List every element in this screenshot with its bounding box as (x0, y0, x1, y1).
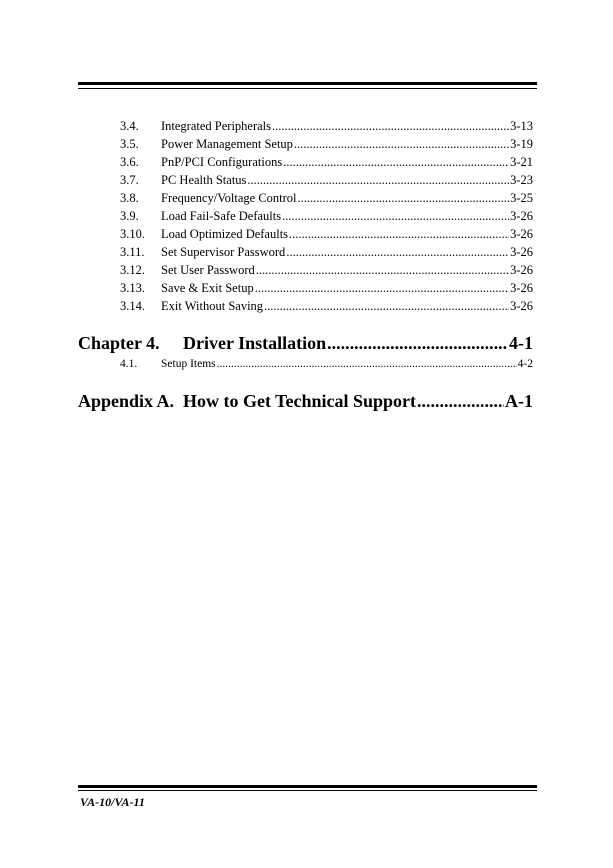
toc-entry-title: Set User Password (161, 263, 255, 277)
toc-entry-4-1[interactable] (120, 358, 533, 375)
toc-entry-title: Exit Without Saving (161, 299, 264, 313)
toc-entry-number: 3.8. (120, 191, 139, 205)
toc-entry-number: 3.11. (120, 245, 145, 259)
toc-leader-dots (298, 191, 510, 206)
toc-entry-3-13[interactable] (120, 281, 533, 298)
toc-entry-page: 4-2 (517, 358, 533, 370)
toc-leader-dots (289, 227, 509, 242)
toc-entry-page: 3-25 (510, 191, 533, 205)
toc-chapter-4[interactable] (78, 333, 533, 357)
toc-entry-3-8[interactable] (120, 191, 533, 208)
toc-entry-3-11[interactable] (120, 245, 533, 262)
toc-entry-number: 3.14. (120, 299, 145, 313)
toc-appendix-page: A-1 (505, 391, 533, 411)
toc-entry-number: 3.12. (120, 263, 145, 277)
toc-entry-title: Power Management Setup (161, 137, 293, 151)
toc-entry-page: 3-26 (510, 263, 533, 277)
toc-entry-number: 3.6. (120, 155, 139, 169)
toc-leader-dots (217, 358, 517, 370)
toc-chapter-page: 4-1 (509, 333, 533, 353)
toc-leader-dots (282, 209, 509, 224)
header-rule-thin (78, 88, 537, 89)
toc-entry-page: 3-26 (510, 227, 533, 241)
toc-leader-dots (247, 173, 509, 188)
toc-leader-dots (283, 155, 509, 170)
toc-entry-page: 3-13 (510, 119, 533, 133)
toc-entry-page: 3-23 (510, 173, 533, 187)
toc-entry-page: 3-21 (510, 155, 533, 169)
toc-leader-dots (294, 137, 509, 152)
toc-entry-3-6[interactable] (120, 155, 533, 172)
toc-leader-dots (286, 245, 509, 260)
toc-entry-page: 3-26 (510, 299, 533, 313)
toc-entry-3-9[interactable] (120, 209, 533, 226)
toc-leader-dots (327, 333, 508, 354)
toc-entry-number: 3.7. (120, 173, 139, 187)
toc-leader-dots (417, 391, 504, 412)
toc-entry-title: Setup Items (161, 358, 216, 370)
toc-entry-3-5[interactable] (120, 137, 533, 154)
toc-entry-page: 3-26 (510, 245, 533, 259)
toc-entry-title: PnP/PCI Configurations (161, 155, 283, 169)
toc-leader-dots (255, 281, 509, 296)
toc-entry-title: Load Optimized Defaults (161, 227, 289, 241)
toc-appendix-title: How to Get Technical Support (183, 391, 417, 411)
toc-entry-number: 3.4. (120, 119, 139, 133)
toc-entry-title: Load Fail-Safe Defaults (161, 209, 282, 223)
toc-chapter-number: Chapter 4. (78, 333, 160, 353)
toc-entry-3-10[interactable] (120, 227, 533, 244)
toc-leader-dots (272, 119, 509, 134)
toc-entry-number: 3.10. (120, 227, 145, 241)
toc-entry-page: 3-26 (510, 209, 533, 223)
footer-model-name: VA-10/VA-11 (80, 795, 145, 809)
toc-leader-dots (264, 299, 509, 314)
toc-appendix-a[interactable] (78, 391, 533, 415)
toc-entry-title: Save & Exit Setup (161, 281, 254, 295)
toc-entry-title: Integrated Peripherals (161, 119, 272, 133)
toc-entry-title: Frequency/Voltage Control (161, 191, 297, 205)
toc-entry-title: Set Supervisor Password (161, 245, 286, 259)
toc-entry-page: 3-26 (510, 281, 533, 295)
toc-entry-number: 3.13. (120, 281, 145, 295)
toc-entry-3-7[interactable] (120, 173, 533, 190)
toc-entry-3-4[interactable] (120, 119, 533, 136)
toc-chapter-title: Driver Installation (183, 333, 327, 353)
header-rule-thick (78, 82, 537, 85)
toc-entry-page: 3-19 (510, 137, 533, 151)
toc-entry-number: 3.9. (120, 209, 139, 223)
toc-entry-title: PC Health Status (161, 173, 247, 187)
toc-entry-3-14[interactable] (120, 299, 533, 316)
footer-rule-thin (78, 790, 537, 791)
toc-appendix-number: Appendix A. (78, 391, 175, 411)
toc-entry-3-12[interactable] (120, 263, 533, 280)
toc-leader-dots (256, 263, 509, 278)
toc-entry-number: 4.1. (120, 358, 138, 370)
toc-entry-number: 3.5. (120, 137, 139, 151)
footer-rule-thick (78, 785, 537, 788)
